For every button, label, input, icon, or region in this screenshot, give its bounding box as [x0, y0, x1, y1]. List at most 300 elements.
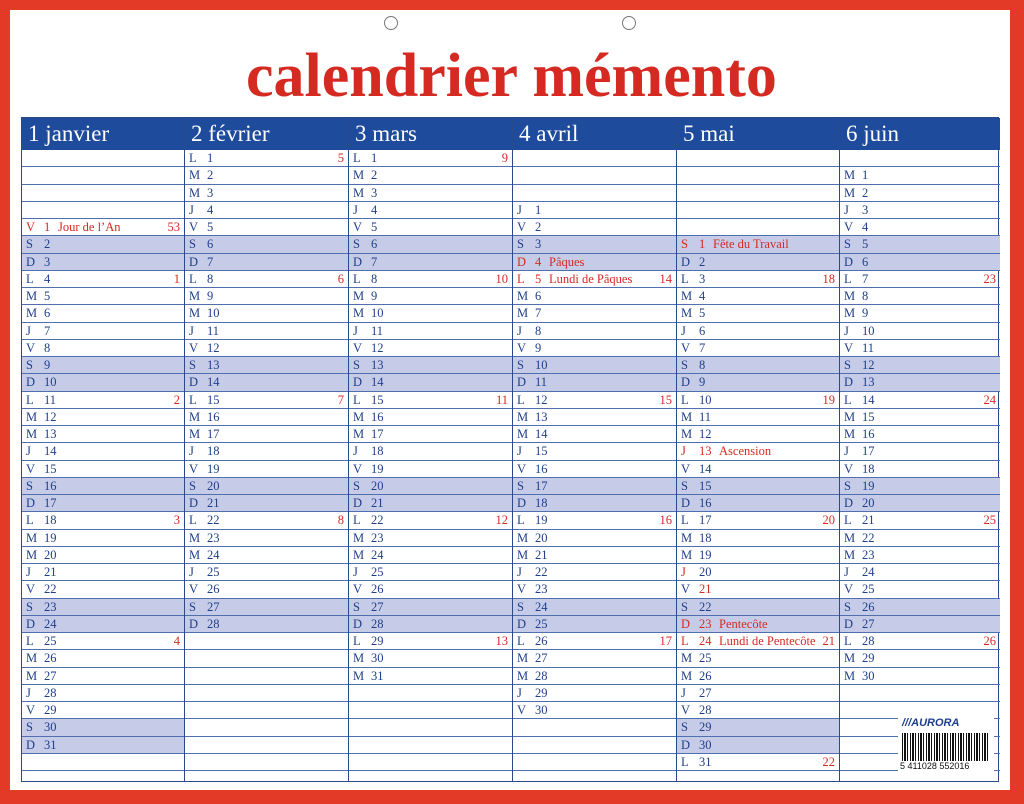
weekday-letter: M — [353, 530, 365, 545]
day-number: 16 — [862, 427, 875, 441]
day-number: 7 — [699, 340, 706, 355]
day-row — [677, 288, 839, 305]
weekday-letter: L — [681, 513, 689, 528]
month-column — [840, 118, 1000, 781]
weekday-letter: D — [844, 375, 854, 390]
day-row — [349, 150, 512, 167]
day-row — [677, 685, 839, 702]
day-row — [349, 236, 512, 253]
month-header: 5 mai — [677, 118, 839, 150]
weekday-letter: M — [517, 306, 529, 321]
weekday-letter: S — [26, 599, 33, 614]
weekday-letter: J — [353, 444, 358, 459]
day-number: 20 — [862, 496, 875, 510]
day-row — [513, 374, 676, 391]
day-row — [677, 236, 839, 253]
day-number: 17 — [371, 427, 384, 441]
day-number: 15 — [862, 409, 875, 424]
day-row — [513, 392, 676, 409]
weekday-letter: D — [517, 496, 527, 510]
day-number: 27 — [371, 599, 384, 614]
day-number: 23 — [207, 530, 220, 545]
day-number: 11 — [44, 392, 57, 407]
day-row — [677, 495, 839, 512]
day-row — [840, 461, 1000, 478]
day-number: 14 — [862, 392, 875, 407]
day-number: 9 — [862, 306, 869, 321]
day-number: 15 — [207, 392, 220, 407]
holiday-label: Lundi de Pentecôte — [719, 634, 816, 648]
day-number: 28 — [371, 616, 384, 631]
weekday-letter: M — [681, 427, 693, 441]
weekday-letter: M — [353, 427, 365, 441]
barcode-icon — [902, 733, 990, 761]
day-number: 14 — [371, 375, 384, 390]
day-row — [185, 185, 348, 202]
day-number: 20 — [699, 565, 712, 579]
day-number: 13 — [862, 375, 875, 390]
weekday-letter: J — [844, 565, 849, 579]
weekday-letter: L — [844, 634, 852, 648]
weekday-letter: S — [681, 478, 688, 493]
day-row — [840, 530, 1000, 547]
weekday-letter: M — [844, 530, 856, 545]
weekday-letter: M — [681, 289, 693, 303]
weekday-letter: S — [517, 358, 524, 372]
weekday-letter: M — [189, 427, 201, 441]
day-number: 19 — [44, 530, 57, 545]
day-number: 25 — [371, 565, 384, 579]
weekday-letter: M — [353, 547, 365, 562]
weekday-letter: M — [26, 427, 38, 441]
day-row — [840, 202, 1000, 219]
day-row — [22, 254, 184, 271]
weekday-letter: S — [844, 599, 851, 614]
day-number: 12 — [207, 340, 220, 355]
day-row — [840, 254, 1000, 271]
day-row — [840, 495, 1000, 512]
weekday-letter: D — [844, 254, 854, 269]
weekday-letter: V — [26, 582, 36, 597]
day-number: 31 — [44, 737, 57, 752]
day-number: 1 — [371, 151, 378, 165]
day-number: 26 — [44, 651, 57, 666]
weekday-letter: V — [189, 582, 199, 597]
day-number: 1 — [535, 202, 542, 217]
weekday-letter: S — [189, 478, 196, 493]
day-row — [349, 167, 512, 184]
day-row — [513, 236, 676, 253]
day-row — [22, 685, 184, 702]
day-row — [349, 443, 512, 460]
week-number: 9 — [501, 151, 508, 165]
day-row — [22, 478, 184, 495]
weekday-letter: M — [681, 306, 693, 321]
weekday-letter: M — [844, 651, 856, 666]
day-row — [349, 392, 512, 409]
day-row — [185, 478, 348, 495]
day-row — [349, 357, 512, 374]
day-number: 17 — [207, 427, 220, 441]
day-number: 20 — [44, 547, 57, 562]
day-number: 10 — [862, 323, 875, 338]
holiday-label: Pâques — [549, 254, 585, 269]
weekday-letter: V — [26, 340, 36, 355]
day-row — [185, 581, 348, 598]
weekday-letter: V — [844, 340, 854, 355]
day-row — [349, 288, 512, 305]
day-number: 13 — [371, 358, 384, 372]
day-row — [22, 461, 184, 478]
day-number: 25 — [862, 582, 875, 597]
day-number: 3 — [371, 185, 378, 200]
day-row — [22, 236, 184, 253]
day-row — [513, 443, 676, 460]
day-number: 25 — [207, 565, 220, 579]
day-number: 16 — [699, 496, 712, 510]
day-row — [677, 202, 839, 219]
day-number: 29 — [699, 720, 712, 735]
day-row — [677, 409, 839, 426]
weekday-letter: D — [844, 616, 854, 631]
day-number: 29 — [535, 685, 548, 700]
weekday-letter: M — [189, 409, 201, 424]
week-number: 7 — [337, 392, 344, 407]
day-number: 4 — [371, 202, 378, 217]
day-number: 5 — [207, 220, 214, 234]
day-row — [677, 581, 839, 598]
day-number: 28 — [44, 685, 57, 700]
page-title: calendrier mémento — [246, 42, 777, 110]
week-number: 8 — [337, 513, 344, 528]
weekday-letter: L — [26, 392, 34, 407]
weekday-letter: M — [189, 168, 201, 183]
day-row — [677, 616, 839, 633]
day-row — [22, 219, 184, 236]
day-number: 24 — [371, 547, 384, 562]
week-number: 12 — [495, 513, 508, 528]
weekday-letter: D — [681, 254, 691, 269]
weekday-letter: V — [353, 340, 363, 355]
day-number: 11 — [535, 375, 548, 390]
day-row — [677, 185, 839, 202]
weekday-letter: M — [517, 427, 529, 441]
day-row — [22, 271, 184, 288]
holiday-label: Pentecôte — [719, 616, 768, 631]
weekday-letter: S — [844, 358, 851, 372]
day-number: 17 — [44, 496, 57, 510]
weekday-letter: S — [681, 358, 688, 372]
day-row — [513, 754, 676, 771]
day-number: 26 — [207, 582, 220, 597]
weekday-letter: L — [189, 151, 197, 165]
weekday-letter: V — [681, 340, 691, 355]
day-row — [349, 754, 512, 771]
day-number: 22 — [44, 582, 57, 597]
weekday-letter: L — [353, 513, 361, 528]
day-row — [513, 685, 676, 702]
day-number: 12 — [371, 340, 384, 355]
day-number: 1 — [699, 237, 706, 252]
day-row — [349, 702, 512, 719]
day-row — [22, 650, 184, 667]
day-number: 6 — [371, 237, 378, 252]
day-row — [513, 323, 676, 340]
day-row — [513, 719, 676, 736]
day-number: 2 — [371, 168, 378, 183]
day-row — [677, 305, 839, 322]
weekday-letter: M — [189, 289, 201, 303]
month-header: 6 juin — [840, 118, 1000, 150]
weekday-letter: M — [26, 289, 38, 303]
day-row — [185, 547, 348, 564]
day-row — [513, 547, 676, 564]
day-row — [185, 323, 348, 340]
day-number: 16 — [371, 409, 384, 424]
day-row — [840, 392, 1000, 409]
day-number: 9 — [371, 289, 378, 303]
day-row — [677, 254, 839, 271]
weekday-letter: J — [681, 565, 686, 579]
weekday-letter: S — [189, 358, 196, 372]
day-row — [513, 512, 676, 529]
day-number: 4 — [862, 220, 869, 234]
day-number: 3 — [207, 185, 214, 200]
day-number: 2 — [535, 220, 542, 234]
day-row — [185, 754, 348, 771]
day-row — [349, 219, 512, 236]
day-row — [22, 737, 184, 754]
day-row — [513, 409, 676, 426]
weekday-letter: D — [353, 616, 363, 631]
day-row — [840, 409, 1000, 426]
day-number: 19 — [207, 461, 220, 476]
weekday-letter: V — [26, 461, 36, 476]
day-row — [677, 340, 839, 357]
day-number: 8 — [699, 358, 706, 372]
day-number: 15 — [699, 478, 712, 493]
day-row — [677, 737, 839, 754]
day-row — [513, 702, 676, 719]
day-row — [513, 633, 676, 650]
week-number: 15 — [659, 392, 672, 407]
weekday-letter: S — [844, 478, 851, 493]
day-row — [677, 754, 839, 771]
day-row — [349, 305, 512, 322]
day-row — [513, 426, 676, 443]
day-number: 21 — [207, 496, 220, 510]
day-number: 11 — [371, 323, 384, 338]
day-number: 4 — [44, 271, 51, 286]
weekday-letter: L — [517, 271, 525, 286]
week-number: 24 — [983, 392, 996, 407]
day-number: 7 — [207, 254, 214, 269]
day-row — [185, 530, 348, 547]
day-number: 6 — [207, 237, 214, 252]
weekday-letter: S — [26, 720, 33, 735]
weekday-letter: M — [26, 547, 38, 562]
weekday-letter: M — [844, 547, 856, 562]
day-row — [513, 668, 676, 685]
day-row — [677, 150, 839, 167]
weekday-letter: M — [681, 668, 693, 683]
weekday-letter: L — [681, 634, 689, 648]
weekday-letter: V — [517, 461, 527, 476]
weekday-letter: L — [517, 392, 525, 407]
day-row — [185, 409, 348, 426]
weekday-letter: S — [517, 478, 524, 493]
weekday-letter: L — [353, 634, 361, 648]
day-number: 17 — [862, 444, 875, 459]
day-number: 25 — [535, 616, 548, 631]
weekday-letter: S — [26, 237, 33, 252]
day-row — [349, 202, 512, 219]
day-row — [185, 271, 348, 288]
weekday-letter: S — [517, 237, 524, 252]
day-row — [185, 599, 348, 616]
day-row — [840, 219, 1000, 236]
day-row — [22, 185, 184, 202]
day-row — [185, 219, 348, 236]
weekday-letter: M — [844, 306, 856, 321]
day-number: 31 — [699, 754, 712, 769]
day-row — [185, 340, 348, 357]
day-row — [349, 495, 512, 512]
day-number: 20 — [535, 530, 548, 545]
day-row — [185, 236, 348, 253]
day-number: 12 — [535, 392, 548, 407]
day-row — [840, 150, 1000, 167]
week-number: 25 — [983, 513, 996, 528]
weekday-letter: M — [353, 409, 365, 424]
day-row — [349, 633, 512, 650]
day-row — [513, 202, 676, 219]
weekday-letter: J — [189, 444, 194, 459]
day-row — [677, 392, 839, 409]
day-row — [349, 530, 512, 547]
day-number: 20 — [371, 478, 384, 493]
day-row — [185, 616, 348, 633]
weekday-letter: M — [517, 547, 529, 562]
day-number: 5 — [44, 289, 51, 303]
day-number: 13 — [44, 427, 57, 441]
day-row — [840, 185, 1000, 202]
day-row — [840, 616, 1000, 633]
weekday-letter: L — [189, 513, 197, 528]
weekday-letter: M — [517, 530, 529, 545]
weekday-letter: D — [353, 375, 363, 390]
weekday-letter: L — [517, 634, 525, 648]
day-number: 14 — [699, 461, 712, 476]
weekday-letter: M — [189, 306, 201, 321]
day-number: 23 — [44, 599, 57, 614]
weekday-letter: J — [26, 323, 31, 338]
weekday-letter: J — [844, 202, 849, 217]
day-row — [513, 340, 676, 357]
weekday-letter: V — [844, 220, 854, 234]
week-number: 11 — [495, 392, 508, 407]
day-number: 20 — [207, 478, 220, 493]
day-row — [840, 340, 1000, 357]
day-row — [22, 443, 184, 460]
day-row — [349, 271, 512, 288]
day-row — [677, 650, 839, 667]
day-row — [677, 478, 839, 495]
weekday-letter: S — [353, 237, 360, 252]
weekday-letter: S — [189, 237, 196, 252]
weekday-letter: V — [681, 703, 691, 717]
day-number: 28 — [699, 703, 712, 717]
weekday-letter: D — [189, 254, 199, 269]
day-number: 21 — [862, 513, 875, 528]
calendar-sheet — [10, 10, 1010, 790]
weekday-letter: V — [26, 220, 36, 234]
weekday-letter: M — [26, 306, 38, 321]
day-row — [22, 530, 184, 547]
day-number: 9 — [699, 375, 706, 390]
day-number: 6 — [535, 289, 542, 303]
day-number: 3 — [44, 254, 51, 269]
day-row — [22, 547, 184, 564]
weekday-letter: J — [353, 565, 358, 579]
weekday-letter: J — [517, 323, 522, 338]
day-row — [185, 443, 348, 460]
week-number: 21 — [822, 634, 835, 648]
weekday-letter: L — [353, 151, 361, 165]
weekday-letter: M — [353, 289, 365, 303]
day-row — [22, 323, 184, 340]
week-number: 20 — [822, 513, 835, 528]
day-row — [840, 633, 1000, 650]
day-row — [22, 340, 184, 357]
weekday-letter: S — [517, 599, 524, 614]
day-row — [22, 167, 184, 184]
day-number: 6 — [862, 254, 869, 269]
day-row — [349, 599, 512, 616]
day-row — [22, 702, 184, 719]
day-row — [349, 461, 512, 478]
weekday-letter: J — [26, 685, 31, 700]
day-number: 18 — [862, 461, 875, 476]
holiday-label: Ascension — [719, 444, 772, 459]
weekday-letter: V — [353, 582, 363, 597]
day-row — [513, 167, 676, 184]
day-number: 5 — [862, 237, 869, 252]
weekday-letter: J — [517, 444, 522, 459]
weekday-letter: M — [26, 409, 38, 424]
day-number: 24 — [44, 616, 57, 631]
weekday-letter: S — [681, 237, 688, 252]
day-number: 30 — [371, 651, 384, 666]
week-number: 10 — [495, 271, 508, 286]
weekday-letter: J — [517, 685, 522, 700]
weekday-letter: V — [26, 703, 36, 717]
day-number: 27 — [862, 616, 875, 631]
day-number: 7 — [535, 306, 542, 321]
day-row — [677, 461, 839, 478]
day-number: 7 — [44, 323, 51, 338]
day-row — [22, 633, 184, 650]
weekday-letter: L — [844, 513, 852, 528]
day-row — [677, 530, 839, 547]
weekday-letter: M — [353, 306, 365, 321]
weekday-letter: L — [844, 271, 852, 286]
day-number: 14 — [44, 444, 57, 459]
weekday-letter: D — [681, 616, 691, 631]
weekday-letter: V — [844, 461, 854, 476]
week-number: 13 — [495, 634, 508, 648]
weekday-letter: V — [189, 340, 199, 355]
